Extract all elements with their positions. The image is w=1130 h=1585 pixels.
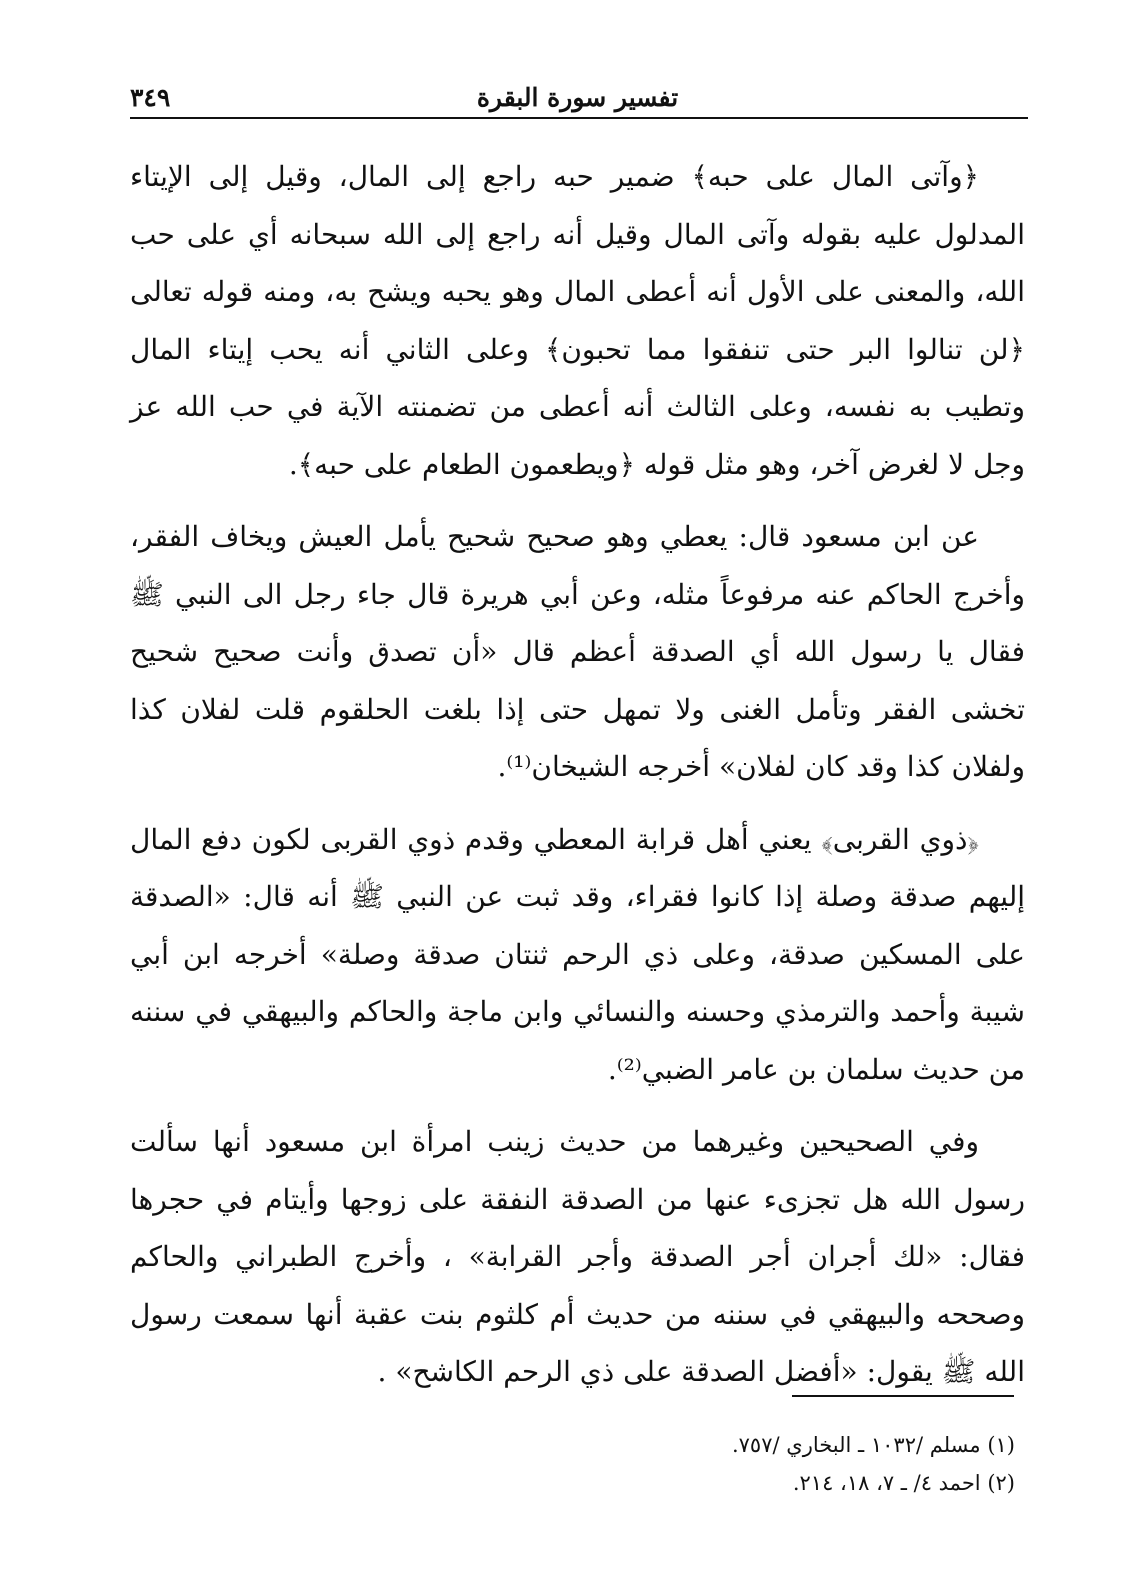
footnotes — [400, 1426, 1015, 1502]
paragraph-2: عن ابن مسعود قال: يعطي وهو صحيح شحيح يأمل العيش ويخاف الفقر، وأخرج الحاكم عنه مرفوعاً مثله، وعن أبي هريرة قال جاء رجل الى النبي ﷺ فقال يا رسول الله أي الصدقة أعظم قال «أن تصدق وأنت صحيح شحيح تخشى الفقر وتأمل الغنى ولا تمهل حتى إذا بلغت الحلقوم قلت لفلان كذا ولفلان كذا وقد كان لفلان» أخرجه الشيخان⁽¹⁾. — [130, 520, 1025, 783]
paragraph-1: ﴿وآتى المال على حبه﴾ ضمير حبه راجع إلى المال، وقيل إلى الإيتاء المدلول عليه بقوله وآتى المال وقيل أنه راجع إلى الله سبحانه أي على حب الله، والمعنى على الأول أنه أعطى المال وهو يحبه ويشح به، ومنه قوله تعالى ﴿لن تنالوا البر حتى تنفقوا مما تحبون﴾ وعلى الثاني أنه يحب إيتاء المال وتطيب به نفسه، وعلى الثالث أنه أعطى من تضمنته الآية في حب الله عز وجل لا لغرض آخر، وهو مثل قوله ﴿ويطعمون الطعام على حبه﴾. — [130, 160, 1025, 481]
header-rule — [130, 117, 1028, 119]
footnote-1: (١) مسلم /١٠٣٢ ـ البخاري /٧٥٧. — [731, 1433, 1015, 1457]
paragraph-3: ﴿ذوي القربى﴾ يعني أهل قرابة المعطي وقدم ذوي القربى لكون دفع المال إليهم صدقة وصلة إذا كانوا فقراء، وقد ثبت عن النبي ﷺ أنه قال: «الصدقة على المسكين صدقة، وعلى ذي الرحم ثنتان صدقة وصلة» أخرجه ابن أبي شيبة وأحمد والترمذي وحسنه والنسائي وابن ماجة والحاكم والبيهقي في سننه من حديث سلمان بن عامر الضبي⁽²⁾. — [130, 822, 1025, 1086]
paragraph-4: وفي الصحيحين وغيرهما من حديث زينب امرأة ابن مسعود أنها سألت رسول الله هل تجزىء عنها من الصدقة النفقة على زوجها وأيتام في حجرها فقال: «لك أجران أجر الصدقة وأجر القرابة» ، وأخرج الطبراني والحاكم وصححه والبيهقي في سننه من حديث أم كلثوم بنت عقبة أنها سمعت رسول الله ﷺ يقول: «أفضل الصدقة على ذي الرحم الكاشح» . — [130, 1125, 1025, 1388]
page-header — [130, 68, 1025, 112]
running-title: تفسير سورة البقرة — [476, 83, 679, 112]
main-text — [130, 148, 1025, 1401]
page-number: ٣٤٩ — [130, 83, 171, 112]
footnote-rule — [792, 1395, 1014, 1397]
footnote-2: (٢) احمد ٤/ ـ ٧، ١٨، ٢١٤. — [792, 1471, 1015, 1495]
